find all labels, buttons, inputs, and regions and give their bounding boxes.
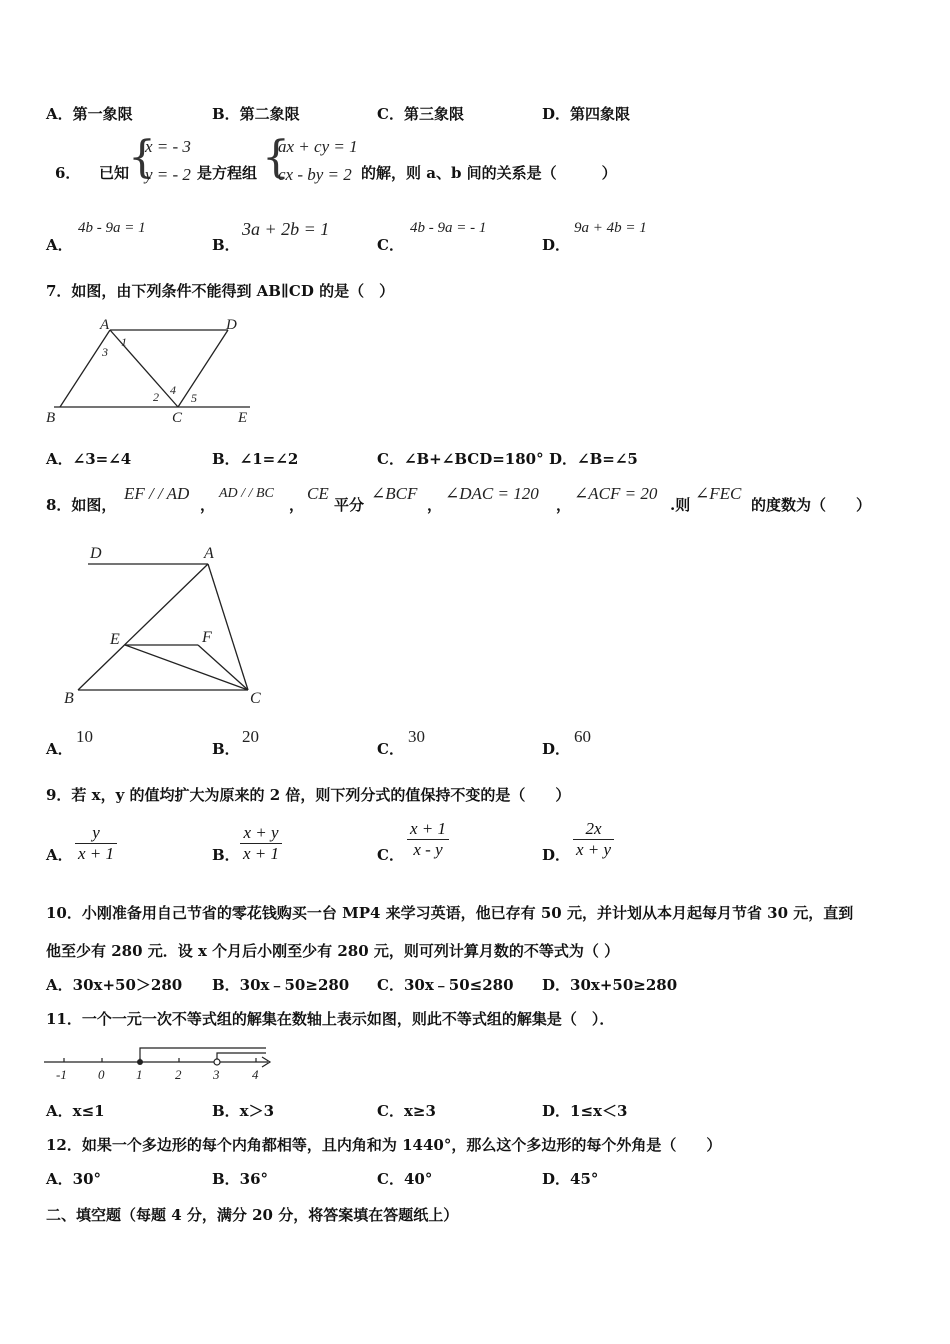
q11-point-1 bbox=[137, 1059, 143, 1065]
q11-option-a: A．x≤1 bbox=[46, 1102, 105, 1120]
q8-label-f: F bbox=[202, 629, 212, 646]
q12-stem: 12．如果一个多边形的每个内角都相等，且内角和为 1440°，那么这个多边形的每个外角是（ ） bbox=[46, 1136, 722, 1154]
q7-label-e: E bbox=[238, 410, 248, 426]
q12-option-c: C．40° bbox=[377, 1170, 433, 1188]
q6-option-c-label: C． bbox=[377, 236, 404, 254]
q8-option-d-label: D． bbox=[542, 740, 571, 758]
q8-expr-ce: CE bbox=[307, 484, 329, 503]
q6-option-c-expr: 4b - 9a = - 1 bbox=[410, 220, 487, 236]
q6-option-d-expr: 9a + 4b = 1 bbox=[574, 220, 647, 236]
q5-option-c: C．第三象限 bbox=[377, 105, 464, 123]
q9-option-c-den: x - y bbox=[413, 840, 443, 859]
q6-sys2-line1: ax + cy = 1 bbox=[278, 137, 358, 156]
q8-option-c-label: C． bbox=[377, 740, 404, 758]
q9-option-d-num: 2x bbox=[573, 819, 614, 840]
q6-sys1-line1: x = - 3 bbox=[145, 137, 191, 156]
q6-option-d-label: D． bbox=[542, 236, 571, 254]
q10-stem-line1: 10．小刚准备用自己节省的零花钱购买一台 MP4 来学习英语，他已存有 50 元，并计划从本月起每月节省 30 元，直到 bbox=[46, 904, 854, 922]
q8-then: .则 bbox=[670, 496, 691, 514]
q7-label-b: B bbox=[46, 410, 56, 426]
q11-option-c: C．x≥3 bbox=[377, 1102, 436, 1120]
q10-option-a: A．30x+50＞280 bbox=[46, 976, 183, 994]
q7-angle-4: 4 bbox=[170, 383, 176, 397]
q7-angle-3: 3 bbox=[102, 345, 108, 359]
q8-expr-acf: ∠ACF = 20 bbox=[574, 484, 658, 503]
q11-tick-label-4: 4 bbox=[252, 1067, 259, 1082]
q9-option-b-den: x + 1 bbox=[243, 844, 280, 863]
q5-option-b: B．第二象限 bbox=[212, 105, 300, 123]
q8-line-ab bbox=[78, 564, 208, 690]
q9-option-b-fraction bbox=[240, 823, 282, 864]
q7-label-a: A bbox=[100, 317, 110, 333]
q8-option-a-value: 10 bbox=[76, 727, 93, 746]
q9-option-a-label: A． bbox=[46, 846, 73, 864]
q11-tick-label-3: 3 bbox=[213, 1067, 220, 1082]
q8-label-d: D bbox=[90, 545, 102, 562]
q6-brace-2: { bbox=[262, 132, 290, 183]
q11-number-line bbox=[40, 1040, 280, 1084]
q9-option-c-fraction bbox=[407, 819, 449, 860]
q7-line-ab bbox=[60, 330, 110, 407]
q7-label-d: D bbox=[226, 317, 237, 333]
q8-option-a-label: A． bbox=[46, 740, 73, 758]
q8-expr-fec: ∠FEC bbox=[695, 484, 742, 503]
q12-option-a: A．30° bbox=[46, 1170, 102, 1188]
q8-expr-ef-ad: EF / / AD bbox=[124, 484, 190, 503]
q7-option-d: D．∠B=∠5 bbox=[549, 450, 638, 468]
q11-tick-label--1: -1 bbox=[56, 1067, 67, 1082]
q8-line-ec bbox=[125, 645, 248, 690]
q12-option-d: D．45° bbox=[542, 1170, 599, 1188]
q7-angle-5: 5 bbox=[191, 391, 197, 405]
q6-known: 已知 bbox=[99, 164, 130, 182]
q7-option-c: C．∠B+∠BCD=180° bbox=[377, 450, 544, 468]
q9-stem: 9．若 x，y 的值均扩大为原来的 2 倍，则下列分式的值保持不变的是（ ） bbox=[46, 786, 571, 804]
q10-option-b: B．30x﹣50≥280 bbox=[212, 976, 350, 994]
q5-option-a: A．第一象限 bbox=[46, 105, 133, 123]
q9-option-b-num: x + y bbox=[240, 823, 282, 844]
q8-number: 8．如图， bbox=[46, 496, 117, 514]
q6-option-b-label: B． bbox=[212, 236, 240, 254]
q9-option-b-label: B． bbox=[212, 846, 240, 864]
q9-option-d-label: D． bbox=[542, 846, 571, 864]
q11-option-b: B．x＞3 bbox=[212, 1102, 275, 1120]
q7-stem: 7．如图，由下列条件不能得到 AB∥CD 的是（ ） bbox=[46, 282, 395, 300]
q8-option-c-value: 30 bbox=[408, 727, 425, 746]
q11-point-3 bbox=[214, 1059, 220, 1065]
q6-sys2-line2: cx - by = 2 bbox=[278, 165, 352, 184]
q5-option-d: D．第四象限 bbox=[542, 105, 631, 123]
q12-option-b: B．36° bbox=[212, 1170, 269, 1188]
q8-label-b: B bbox=[64, 690, 74, 707]
q6-option-a-label: A． bbox=[46, 236, 73, 254]
q7-label-c: C bbox=[172, 410, 183, 426]
q8-bisects: 平分 bbox=[334, 496, 365, 514]
q9-option-a-num: y bbox=[75, 823, 117, 844]
q8-comma-4: ， bbox=[556, 496, 572, 514]
q9-option-d-den: x + y bbox=[576, 840, 612, 859]
q11-ray-from-1 bbox=[140, 1048, 266, 1062]
q11-tick-label-2: 2 bbox=[175, 1067, 182, 1082]
q11-option-d: D．1≤x＜3 bbox=[542, 1102, 628, 1120]
q10-option-c: C．30x﹣50≤280 bbox=[377, 976, 514, 994]
q7-angle-2: 2 bbox=[153, 390, 159, 404]
q10-option-d: D．30x+50≥280 bbox=[542, 976, 678, 994]
q8-label-c: C bbox=[250, 690, 261, 707]
q7-figure bbox=[40, 314, 260, 429]
q6-option-b-expr: 3a + 2b = 1 bbox=[242, 219, 330, 239]
q10-stem-line2: 他至少有 280 元．设 x 个月后小刚至少有 280 元，则可列计算月数的不等式为（ ） bbox=[46, 942, 620, 960]
q8-figure bbox=[58, 538, 278, 708]
q9-option-c-label: C． bbox=[377, 846, 404, 864]
q8-line-ac bbox=[208, 564, 248, 690]
q7-option-a: A．∠3=∠4 bbox=[46, 450, 132, 468]
q8-option-b-value: 20 bbox=[242, 727, 259, 746]
q8-comma-2: ， bbox=[289, 496, 305, 514]
q6-tail: 的解，则 a、b 间的关系是（ ） bbox=[361, 164, 617, 182]
q8-comma-1: ， bbox=[200, 496, 216, 514]
q6-number: 6． bbox=[55, 164, 81, 182]
q8-tail: 的度数为（ ） bbox=[751, 496, 872, 514]
q8-comma-3: ， bbox=[427, 496, 443, 514]
q11-tick-label-0: 0 bbox=[98, 1067, 105, 1082]
q6-brace-1: { bbox=[128, 132, 156, 183]
q9-option-c-num: x + 1 bbox=[407, 819, 449, 840]
q7-line-dc bbox=[178, 330, 228, 407]
q6-mid: 是方程组 bbox=[197, 164, 258, 182]
q7-angle-1: 1 bbox=[121, 335, 127, 349]
q6-option-a-expr: 4b - 9a = 1 bbox=[78, 220, 146, 236]
q7-option-b: B．∠1=∠2 bbox=[212, 450, 299, 468]
q8-expr-bcf: ∠BCF bbox=[371, 484, 418, 503]
q11-tick-label-1: 1 bbox=[136, 1067, 143, 1082]
q8-label-e: E bbox=[110, 631, 120, 648]
q11-ray-from-3 bbox=[217, 1053, 266, 1062]
q11-stem: 11．一个一元一次不等式组的解集在数轴上表示如图，则此不等式组的解集是（ ）． bbox=[46, 1010, 615, 1028]
q6-sys1-line2: y = - 2 bbox=[145, 165, 191, 184]
q9-option-a-den: x + 1 bbox=[78, 844, 115, 863]
q8-option-b-label: B． bbox=[212, 740, 240, 758]
q8-option-d-value: 60 bbox=[574, 727, 591, 746]
q8-label-a: A bbox=[204, 545, 214, 562]
q9-option-d-fraction bbox=[573, 819, 614, 860]
q8-expr-ad-bc: AD / / BC bbox=[219, 486, 274, 501]
section-2-heading: 二、填空题（每题 4 分，满分 20 分，将答案填在答题纸上） bbox=[46, 1206, 459, 1224]
q9-option-a-fraction bbox=[75, 823, 117, 864]
q8-expr-dac: ∠DAC = 120 bbox=[445, 484, 539, 503]
